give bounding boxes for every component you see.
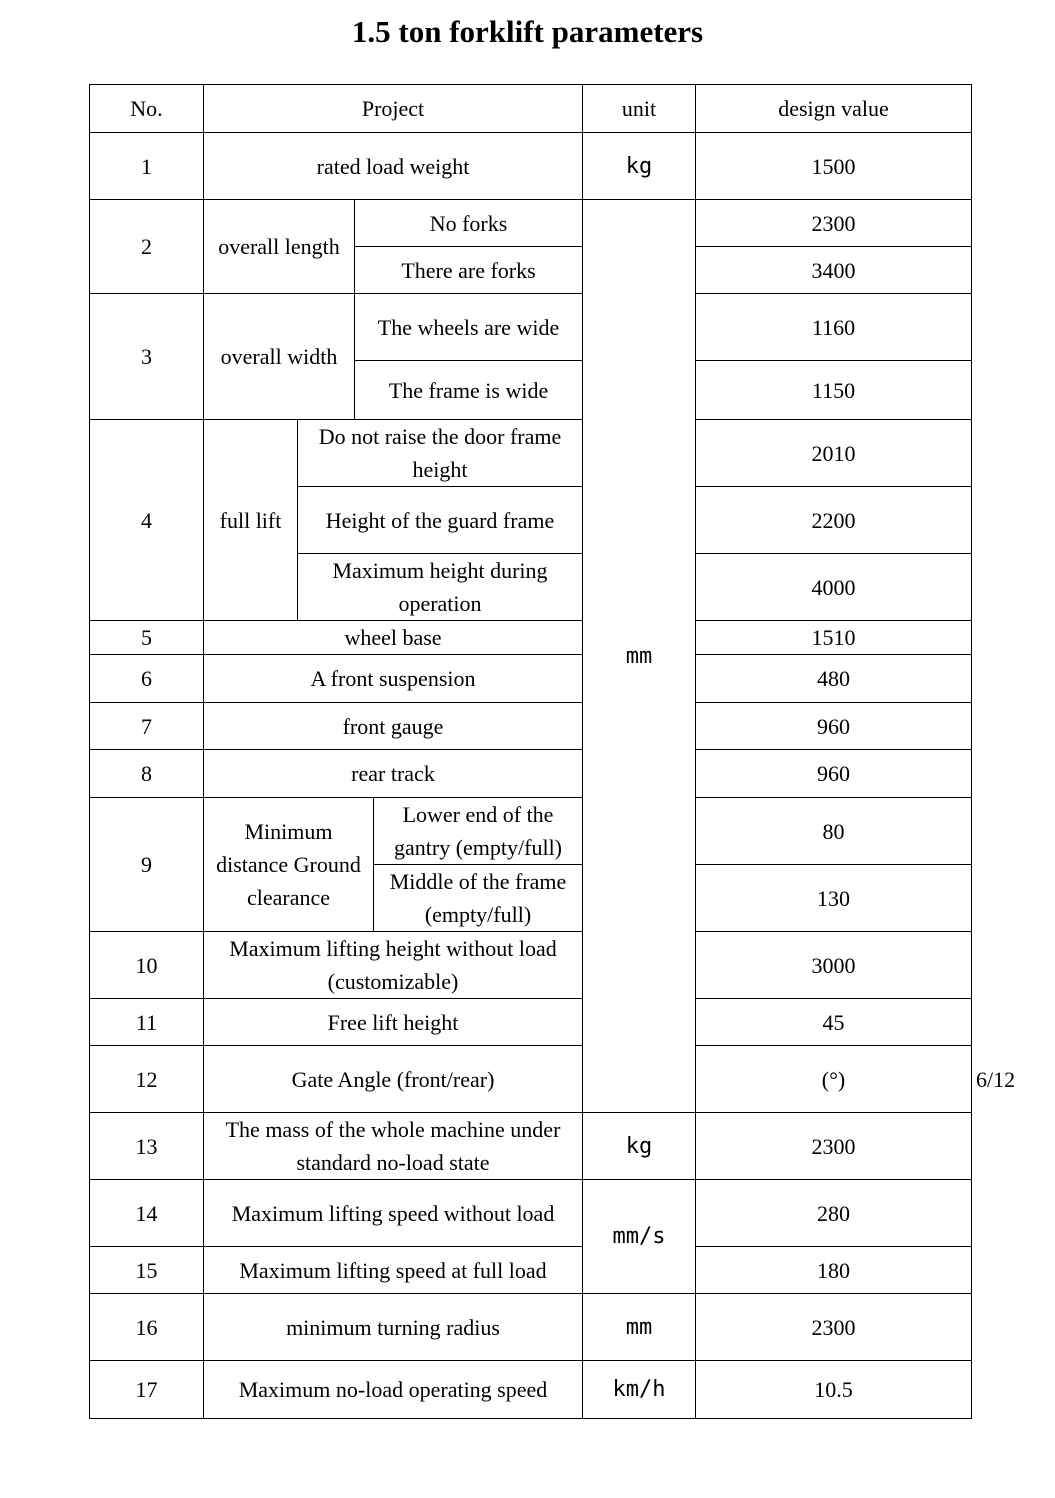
table-row <box>90 655 972 703</box>
table-row <box>90 1361 972 1419</box>
row-number: 8 <box>90 750 204 798</box>
row-number: 16 <box>90 1294 204 1361</box>
row-value: 2300 <box>696 200 972 247</box>
row-project: minimum turning radius <box>204 1294 583 1361</box>
row-project: Maximum lifting speed at full load <box>204 1247 583 1294</box>
row-number: 9 <box>90 798 204 932</box>
row-number: 4 <box>90 420 204 621</box>
row-sub-item: Middle of the frame (empty/full) <box>374 865 583 932</box>
row-project: The mass of the whole machine under standard no-load state <box>204 1113 583 1180</box>
row-project: front gauge <box>204 703 583 750</box>
row-sub-item: Lower end of the gantry (empty/full) <box>374 798 583 865</box>
row-value: 10.5 <box>696 1361 972 1419</box>
row-value: 3400 <box>696 247 972 294</box>
row-project: Maximum no-load operating speed <box>204 1361 583 1419</box>
row-value: 45 <box>696 999 972 1046</box>
row-unit-merged: mm <box>583 200 696 1113</box>
row-number: 3 <box>90 294 204 420</box>
table-row: 12 Gate Angle (front/rear) (°) 6/12 <box>90 1046 972 1113</box>
header-unit: unit <box>583 85 696 133</box>
row-number: 1 <box>90 133 204 200</box>
page-title: 1.5 ton forklift parameters <box>351 14 704 49</box>
row-project: wheel base <box>204 621 583 655</box>
row-unit: (°) <box>696 1046 972 1113</box>
row-unit-merged: mm/s <box>583 1180 696 1294</box>
row-project: Gate Angle (front/rear) <box>204 1046 583 1113</box>
row-group: overall width <box>204 294 355 420</box>
row-project: rated load weight <box>204 133 583 200</box>
row-value: 130 <box>696 865 972 932</box>
table-row <box>90 750 972 798</box>
row-number: 2 <box>90 200 204 294</box>
row-value: 2300 <box>696 1294 972 1361</box>
row-number: 5 <box>90 621 204 655</box>
header-project: Project <box>204 85 583 133</box>
row-value: 280 <box>696 1180 972 1247</box>
table-row <box>90 999 972 1046</box>
row-project: A front suspension <box>204 655 583 703</box>
row-unit: kg <box>583 133 696 200</box>
row-project: Maximum lifting speed without load <box>204 1180 583 1247</box>
row-unit: mm <box>583 1294 696 1361</box>
row-group: overall length <box>204 200 355 294</box>
row-group: full lift <box>204 420 298 621</box>
table-row <box>90 798 972 865</box>
row-value: 3000 <box>696 932 972 999</box>
header-no: No. <box>90 85 204 133</box>
table-row <box>90 621 972 655</box>
row-number: 12 <box>90 1046 204 1113</box>
row-project: Maximum lifting height without load (customizable) <box>204 932 583 999</box>
row-sub-item: No forks <box>355 200 583 247</box>
row-number: 11 <box>90 999 204 1046</box>
row-project: rear track <box>204 750 583 798</box>
row-unit: km/h <box>583 1361 696 1419</box>
row-value: 4000 <box>696 554 972 621</box>
row-sub-item: Do not raise the door frame height <box>298 420 583 487</box>
table-row <box>90 932 972 999</box>
table-row <box>90 420 972 487</box>
table-row <box>90 1294 972 1361</box>
table-row <box>90 1113 972 1180</box>
row-value: 2010 <box>696 420 972 487</box>
header-design-value: design value <box>696 85 972 133</box>
row-value: 1160 <box>696 294 972 361</box>
table-header-row <box>90 85 972 133</box>
row-value: 480 <box>696 655 972 703</box>
row-value: 80 <box>696 798 972 865</box>
table-row <box>90 703 972 750</box>
table-row <box>90 1180 972 1247</box>
parameters-table <box>89 84 1016 1419</box>
row-number: 17 <box>90 1361 204 1419</box>
table-row <box>90 133 972 200</box>
row-value: 960 <box>696 703 972 750</box>
table-row <box>90 200 972 247</box>
row-value: 2200 <box>696 487 972 554</box>
row-number: 7 <box>90 703 204 750</box>
table-row <box>90 294 972 361</box>
row-number: 10 <box>90 932 204 999</box>
row-value: 1150 <box>696 361 972 420</box>
row-number: 15 <box>90 1247 204 1294</box>
row-number: 6 <box>90 655 204 703</box>
row-sub-item: The wheels are wide <box>355 294 583 361</box>
row-value: 1510 <box>696 621 972 655</box>
row-value: 180 <box>696 1247 972 1294</box>
row-sub-item: There are forks <box>355 247 583 294</box>
row-sub-item: Maximum height during operation <box>298 554 583 621</box>
row-unit: kg <box>583 1113 696 1180</box>
row-number: 14 <box>90 1180 204 1247</box>
row-project: Free lift height <box>204 999 583 1046</box>
row-sub-item: Height of the guard frame <box>298 487 583 554</box>
row-value: 960 <box>696 750 972 798</box>
row-sub-item: The frame is wide <box>355 361 583 420</box>
row-group: Minimum distance Ground clearance <box>204 798 374 932</box>
row-value: 1500 <box>696 133 972 200</box>
row-value: 2300 <box>696 1113 972 1180</box>
table-row <box>90 1247 972 1294</box>
row-number: 13 <box>90 1113 204 1180</box>
